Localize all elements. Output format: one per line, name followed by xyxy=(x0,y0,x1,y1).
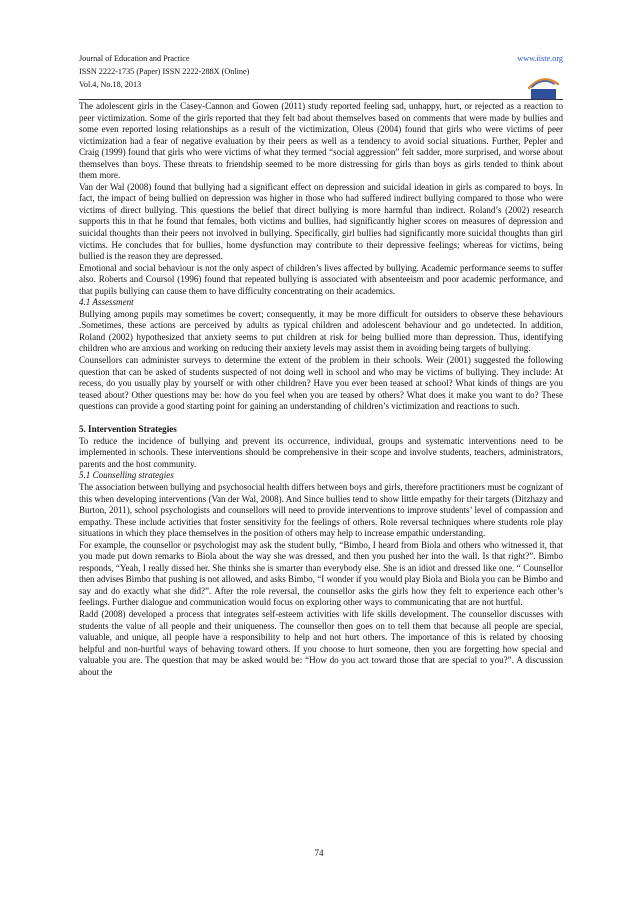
running-header xyxy=(79,52,563,91)
issn-line: ISSN 2222-1735 (Paper) ISSN 2222-288X (Online) xyxy=(79,67,250,76)
spacer xyxy=(79,413,563,425)
paragraph-academic-performance: Emotional and social behaviour is not the only aspect of children’s lives affected by bullying. Academic performance seems to suffer also. Roberts and Coursol (1996) found that repeated bullying is associated with absenteeism and poor academic performance, and that pupils bullying can cause them to have difficulty concentrating on their academics. xyxy=(79,262,563,296)
volume-line: Vol.4, No.18, 2013 xyxy=(79,80,142,89)
header-divider xyxy=(79,99,563,100)
section-heading-intervention-strategies: 5. Intervention Strategies xyxy=(79,424,177,435)
article-body xyxy=(79,101,563,678)
paragraph-reduce-incidence: To reduce the incidence of bullying and prevent its occurrence, individual, groups and systematic interventions need to be implemented in schools. These interventions should be comprehensive in their scope and involve students, teachers, administrators, parents and the host community. xyxy=(79,435,563,469)
paragraph-peer-victimization-girls: The adolescent girls in the Casey-Cannon and Gowen (2011) study reported feeling sad, unhappy, hurt, or rejected as a reaction to peer victimization. Some of the girls reported that they felt bad about themselves based on comments that were made by bullies and some even reported losing relationships as a result of the victimization, Oleus (2004) found that girls who were victims of peer victimization had a fear of negative evaluation by their peers as well as a tendency to avoid social situations. Further, Pepler and Craig (1999) found that girls who were victims of what they termed “social aggression” felt sadder, more surprised, and worse about themselves than boys. These threats to friendship seemed to be more distressing for girls than boys as girls tended to think about them more. xyxy=(79,101,563,181)
journal-url-link[interactable]: www.iiste.org xyxy=(517,54,563,63)
paragraph-depression-suicidal-ideation: Van der Wal (2008) found that bullying had a significant effect on depression and suicidal ideation in girls as compared to boys. In fact, the impact of being bullied on depression was higher in those who had suffered indirect bullying compared to those who were victims of direct bullying. This questions the belief that direct bullying is more harmful than indirect. Roland’s (2002) research supports this in that he found that females, both victims and bullies, had significantly higher scores on measures of depression and suicidal thoughts than their peers not involved in bullying. Specifically, girl bullies had significantly more suicidal thoughts than girl victims. He concludes that for bullies, home dysfunction may contribute to their depressive feelings; whereas for victims, being bullied is the reason they are depressed. xyxy=(79,181,563,262)
subsection-heading-counselling-strategies: 5.1 Counselling strategies xyxy=(79,470,174,481)
paragraph-radd-process: Radd (2008) developed a process that integrates self-esteem activities with life skills development. The counsellor discusses with students the value of all people and their uniqueness. The counsellor then goes on to tell them that because all people are special, valuable, and unique, all people have a responsibility to help and not hurt others. The importance of this is related by choosing helpful and non-hurtful ways of behaving toward others. If you choose to hurt someone, then you are forgetting how special and valuable you are. The question that may be asked would be: “How do you act toward those that are special to you?”. A discussion about the xyxy=(79,609,563,677)
paragraph-empathy-interventions: The association between bullying and psychosocial health differs between boys and girls, therefore practitioners must be cognizant of this when developing interventions (Van der Wal, 2008). And Since bullies tend to show little empathy for their targets (Ditzhazy and Burton, 2011), school psychologists and counsellors will need to provide interventions to improve students’ level of compassion and empathy. These include activities that foster sensitivity for the feelings of others. Role reversal techniques where students role play situations in which they place themselves in the position of others may help to increase empathic understanding. xyxy=(79,482,563,539)
iiste-logo xyxy=(525,72,562,102)
paragraph-surveys: Counsellors can administer surveys to determine the extent of the problem in their schools. Weir (2001) suggested the following question that can be asked of students suspected of not doing well in school and who may be victims of bullying. They include: At recess, do you usually play by yourself or with other children? Have you ever been teased at school? What kinds of things are you teased about? Other questions may be: how do you feel when you are teased by others? What does it make you want to do? These questions can provide a good starting point for gaining an understanding of children’s victimization and reactions to such. xyxy=(79,355,563,412)
journal-name: Journal of Education and Practice xyxy=(79,54,190,63)
page-number: 74 xyxy=(314,848,324,858)
subsection-heading-assessment: 4.1 Assessment xyxy=(79,297,134,308)
paragraph-role-reversal-example: For example, the counsellor or psychologist may ask the student bully, “Bimbo, I heard from Biola and others who witnessed it, that you made put down remarks to Biola about the way she was dressed, and then you pushed her into the wall. Is that right?”. Bimbo responds, “Yeah, I really dissed her. She thinks she is smarter than everybody else. She is an idiot and dressed like one. “ Counsellor then advises Bimbo that pushing is not allowed, and asks Bimbo, “I wonder if you would play Biola and Biola you can be Bimbo and say and do exactly what she did?”. After the role reversal, the counsellor asks the girls how they felt to experience each other’s feelings. Further dialogue and communication would focus on exploring other ways to communicating that are not hurtful. xyxy=(79,539,563,608)
paragraph-covert-bullying: Bullying among pupils may sometimes be covert; consequently, it may be more difficult for outsiders to observe these behaviours .Sometimes, these actions are perceived by adults as typical children and adolescent behaviour and go undetected. In addition, Roland (2002) hypothesized that anxiety seems to put children at risk for being bullied more than depression. Thus, identifying children who are anxious and working on reducing their anxiety levels may assist them in avoiding being targets of bullying. xyxy=(79,308,563,354)
